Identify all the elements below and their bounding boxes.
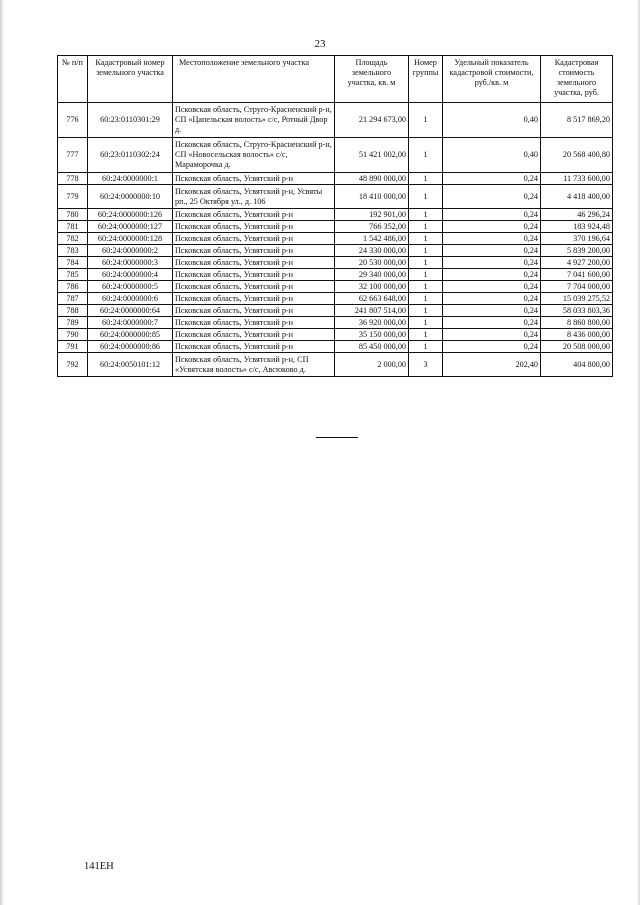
location-cell: Псковская область, Усвятский р-н	[173, 281, 335, 293]
cadastral-cost-cell: 46 296,24	[541, 209, 613, 221]
group-cell: 1	[409, 233, 443, 245]
end-of-table-rule	[316, 437, 358, 438]
header-specific-rate: Удельный показатель кадастровой стоимости, руб./кв. м	[443, 56, 541, 103]
cadastral-cost-cell: 183 924,48	[541, 221, 613, 233]
group-cell: 1	[409, 305, 443, 317]
area-cell: 2 000,00	[335, 353, 409, 377]
cadastral-number-cell: 60:24:0000000:1	[88, 173, 173, 185]
specific-rate-cell: 0,24	[443, 173, 541, 185]
area-cell: 32 100 000,00	[335, 281, 409, 293]
cadastral-number-cell: 60:24:0000000:4	[88, 269, 173, 281]
cadastral-cost-cell: 11 733 600,00	[541, 173, 613, 185]
row-number-cell: 792	[58, 353, 88, 377]
cadastral-number-cell: 60:24:0000000:2	[88, 245, 173, 257]
specific-rate-cell: 0,24	[443, 233, 541, 245]
location-cell: Псковская область, Усвятский р-н	[173, 245, 335, 257]
location-cell: Псковская область, Усвятский р-н	[173, 233, 335, 245]
area-cell: 21 294 673,00	[335, 103, 409, 138]
cadastral-number-cell: 60:24:0000000:5	[88, 281, 173, 293]
area-cell: 192 901,00	[335, 209, 409, 221]
row-number-cell: 782	[58, 233, 88, 245]
specific-rate-cell: 0,24	[443, 341, 541, 353]
cadastral-cost-cell: 58 033 803,36	[541, 305, 613, 317]
specific-rate-cell: 0,24	[443, 269, 541, 281]
header-group: Номер группы	[409, 56, 443, 103]
group-cell: 3	[409, 353, 443, 377]
cadastral-cost-cell: 8 860 800,00	[541, 317, 613, 329]
table-row	[58, 353, 613, 377]
cadastral-cost-cell: 8 517 869,20	[541, 103, 613, 138]
row-number-cell: 791	[58, 341, 88, 353]
specific-rate-cell: 0,40	[443, 138, 541, 173]
specific-rate-cell: 0,24	[443, 281, 541, 293]
cadastral-number-cell: 60:24:0000000:126	[88, 209, 173, 221]
cadastral-number-cell: 60:24:0000000:3	[88, 257, 173, 269]
row-number-cell: 780	[58, 209, 88, 221]
table-row	[58, 221, 613, 233]
page-number: 23	[314, 38, 326, 50]
specific-rate-cell: 0,24	[443, 209, 541, 221]
table-body	[58, 103, 613, 377]
area-cell: 51 421 002,00	[335, 138, 409, 173]
footer-code: 141ЕН	[84, 861, 114, 872]
header-area: Площадь земельного участка, кв. м	[335, 56, 409, 103]
area-cell: 48 890 000,00	[335, 173, 409, 185]
scan-edge-left	[0, 0, 4, 905]
row-number-cell: 781	[58, 221, 88, 233]
specific-rate-cell: 0,24	[443, 245, 541, 257]
table-row	[58, 329, 613, 341]
specific-rate-cell: 0,24	[443, 293, 541, 305]
row-number-cell: 783	[58, 245, 88, 257]
group-cell: 1	[409, 103, 443, 138]
area-cell: 29 340 000,00	[335, 269, 409, 281]
cadastral-number-cell: 60:24:0050101:12	[88, 353, 173, 377]
group-cell: 1	[409, 293, 443, 305]
location-cell: Псковская область, Усвятский р-н	[173, 317, 335, 329]
row-number-cell: 777	[58, 138, 88, 173]
location-cell: Псковская область, Усвятский р-н	[173, 209, 335, 221]
specific-rate-cell: 0,40	[443, 103, 541, 138]
cadastral-cost-cell: 15 039 275,52	[541, 293, 613, 305]
area-cell: 36 920 000,00	[335, 317, 409, 329]
table-header-row	[58, 56, 613, 103]
cadastral-number-cell: 60:24:0000000:6	[88, 293, 173, 305]
area-cell: 20 530 000,00	[335, 257, 409, 269]
header-cadastral-cost: Кадастровая стоимость земельного участка, руб.	[541, 56, 613, 103]
row-number-cell: 790	[58, 329, 88, 341]
cadastral-cost-cell: 5 839 200,00	[541, 245, 613, 257]
area-cell: 85 450 000,00	[335, 341, 409, 353]
location-cell: Псковская область, Усвятский р-н	[173, 329, 335, 341]
group-cell: 1	[409, 329, 443, 341]
group-cell: 1	[409, 281, 443, 293]
table-row	[58, 245, 613, 257]
group-cell: 1	[409, 245, 443, 257]
table-row	[58, 138, 613, 173]
table-row	[58, 103, 613, 138]
specific-rate-cell: 0,24	[443, 221, 541, 233]
row-number-cell: 788	[58, 305, 88, 317]
cadastral-number-cell: 60:24:0000000:85	[88, 329, 173, 341]
header-num: № п/п	[58, 56, 88, 103]
group-cell: 1	[409, 317, 443, 329]
cadastral-cost-cell: 8 436 000,00	[541, 329, 613, 341]
table-row	[58, 257, 613, 269]
cadastral-number-cell: 60:24:0000000:7	[88, 317, 173, 329]
cadastral-cost-cell: 370 196,64	[541, 233, 613, 245]
row-number-cell: 787	[58, 293, 88, 305]
table-row	[58, 293, 613, 305]
cadastral-cost-cell: 404 800,00	[541, 353, 613, 377]
row-number-cell: 785	[58, 269, 88, 281]
table-row	[58, 185, 613, 209]
row-number-cell: 789	[58, 317, 88, 329]
group-cell: 1	[409, 138, 443, 173]
cadastral-number-cell: 60:24:0000000:10	[88, 185, 173, 209]
row-number-cell: 776	[58, 103, 88, 138]
group-cell: 1	[409, 221, 443, 233]
specific-rate-cell: 0,24	[443, 185, 541, 209]
row-number-cell: 784	[58, 257, 88, 269]
group-cell: 1	[409, 341, 443, 353]
cadastral-cost-cell: 4 418 400,00	[541, 185, 613, 209]
cadastral-number-cell: 60:23:0110301:29	[88, 103, 173, 138]
cadastral-cost-cell: 7 704 000,00	[541, 281, 613, 293]
group-cell: 1	[409, 269, 443, 281]
area-cell: 1 542 486,00	[335, 233, 409, 245]
location-cell: Псковская область, Усвятский р-н	[173, 173, 335, 185]
area-cell: 766 352,00	[335, 221, 409, 233]
specific-rate-cell: 0,24	[443, 257, 541, 269]
group-cell: 1	[409, 209, 443, 221]
specific-rate-cell: 202,40	[443, 353, 541, 377]
table-row	[58, 269, 613, 281]
table-row	[58, 209, 613, 221]
specific-rate-cell: 0,24	[443, 305, 541, 317]
header-location: Местоположение земельного участка	[173, 56, 335, 103]
cadastral-number-cell: 60:24:0000000:128	[88, 233, 173, 245]
row-number-cell: 786	[58, 281, 88, 293]
table-row	[58, 173, 613, 185]
table-row	[58, 305, 613, 317]
location-cell: Псковская область, Усвятский р-н, СП «Усвятская волость» с/с, Авсюково д.	[173, 353, 335, 377]
location-cell: Псковская область, Усвятский р-н	[173, 305, 335, 317]
group-cell: 1	[409, 257, 443, 269]
row-number-cell: 778	[58, 173, 88, 185]
specific-rate-cell: 0,24	[443, 317, 541, 329]
location-cell: Псковская область, Струго-Красненский р-н, СП «Цапельская волость» с/с, Ротный Двор д.	[173, 103, 335, 138]
location-cell: Псковская область, Усвятский р-н	[173, 341, 335, 353]
group-cell: 1	[409, 173, 443, 185]
header-cadastral-number: Кадастровый номер земельного участка	[88, 56, 173, 103]
area-cell: 62 663 648,00	[335, 293, 409, 305]
location-cell: Псковская область, Усвятский р-н	[173, 221, 335, 233]
area-cell: 241 807 514,00	[335, 305, 409, 317]
location-cell: Псковская область, Усвятский р-н	[173, 257, 335, 269]
cadastral-cost-cell: 4 927 200,00	[541, 257, 613, 269]
cadastral-value-table	[57, 55, 613, 377]
location-cell: Псковская область, Усвятский р-н, Усвяты рп., 25 Октября ул., д. 106	[173, 185, 335, 209]
table-row	[58, 317, 613, 329]
specific-rate-cell: 0,24	[443, 329, 541, 341]
table-row	[58, 233, 613, 245]
area-cell: 24 330 000,00	[335, 245, 409, 257]
cadastral-number-cell: 60:23:0110302:24	[88, 138, 173, 173]
cadastral-cost-cell: 20 508 000,00	[541, 341, 613, 353]
cadastral-number-cell: 60:24:0000000:86	[88, 341, 173, 353]
table-row	[58, 281, 613, 293]
area-cell: 18 410 000,00	[335, 185, 409, 209]
cadastral-number-cell: 60:24:0000000:127	[88, 221, 173, 233]
cadastral-number-cell: 60:24:0000000:64	[88, 305, 173, 317]
cadastral-cost-cell: 20 568 400,80	[541, 138, 613, 173]
location-cell: Псковская область, Струго-Красненский р-н, СП «Новосельская волость» с/с, Мараморочка д.	[173, 138, 335, 173]
table-row	[58, 341, 613, 353]
area-cell: 35 150 000,00	[335, 329, 409, 341]
cadastral-cost-cell: 7 041 600,00	[541, 269, 613, 281]
location-cell: Псковская область, Усвятский р-н	[173, 269, 335, 281]
group-cell: 1	[409, 185, 443, 209]
location-cell: Псковская область, Усвятский р-н	[173, 293, 335, 305]
row-number-cell: 779	[58, 185, 88, 209]
